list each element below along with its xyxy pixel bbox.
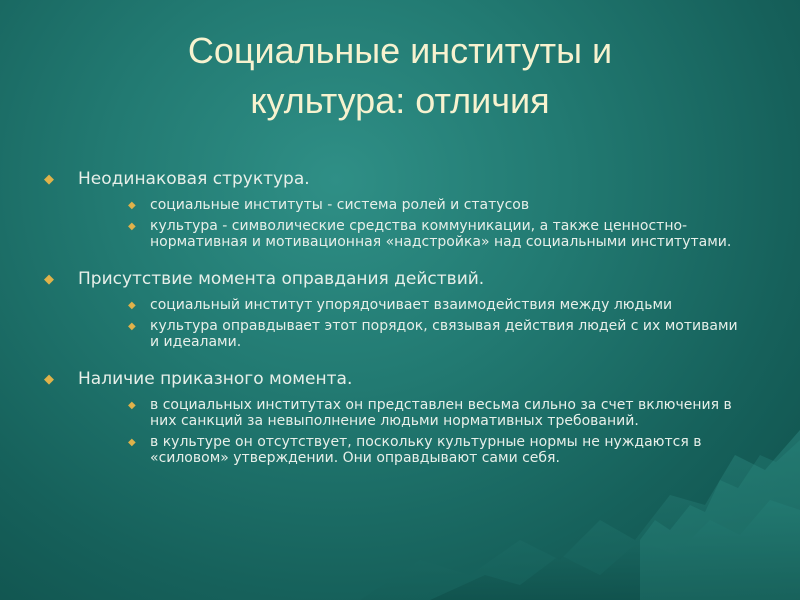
slide-title	[60, 26, 740, 126]
diamond-bullet-icon: ◆	[44, 372, 54, 387]
section-heading	[40, 166, 760, 192]
section-justification	[40, 266, 760, 350]
section-command	[40, 366, 760, 466]
section-heading	[40, 266, 760, 292]
section-heading-text: Наличие приказного момента.	[78, 369, 353, 389]
sub-item-text: культура - символические средства коммуникации, а также ценностно-нормативная и мотивационная «надстройка» над социальными институтами.	[150, 218, 732, 250]
slide-title-line-2: культура: отличия	[250, 80, 550, 121]
sub-item-text: социальный институт упорядочивает взаимодействия между людьми	[150, 297, 673, 313]
sub-item-text: социальные институты - система ролей и статусов	[150, 197, 530, 213]
diamond-bullet-icon: ◆	[128, 437, 136, 448]
section-heading	[40, 366, 760, 392]
sub-item	[40, 197, 760, 213]
diamond-bullet-icon: ◆	[44, 272, 54, 287]
sub-item-text: в социальных институтах он представлен весьма сильно за счет включения в них санкций за невыполнение людьми нормативных требований.	[150, 397, 732, 429]
section-heading-text: Неодинаковая структура.	[78, 169, 310, 189]
sub-item	[40, 397, 760, 429]
diamond-bullet-icon: ◆	[128, 400, 136, 411]
sub-item	[40, 218, 760, 250]
slide-title-line-1: Социальные институты и	[187, 30, 613, 71]
slide-content	[40, 166, 760, 482]
diamond-bullet-icon: ◆	[128, 200, 136, 211]
diamond-bullet-icon: ◆	[44, 172, 54, 187]
section-structure	[40, 166, 760, 250]
diamond-bullet-icon: ◆	[128, 300, 136, 311]
sub-item	[40, 297, 760, 313]
sub-item	[40, 434, 760, 466]
diamond-bullet-icon: ◆	[128, 321, 136, 332]
sub-item-text: в культуре он отсутствует, поскольку культурные нормы не нуждаются в «силовом» утверждении. Они оправдывают сами себя.	[150, 434, 702, 466]
sub-item	[40, 318, 760, 350]
diamond-bullet-icon: ◆	[128, 221, 136, 232]
section-heading-text: Присутствие момента оправдания действий.	[78, 269, 485, 289]
sub-item-text: культура оправдывает этот порядок, связывая действия людей с их мотивами и идеалами.	[150, 318, 738, 350]
